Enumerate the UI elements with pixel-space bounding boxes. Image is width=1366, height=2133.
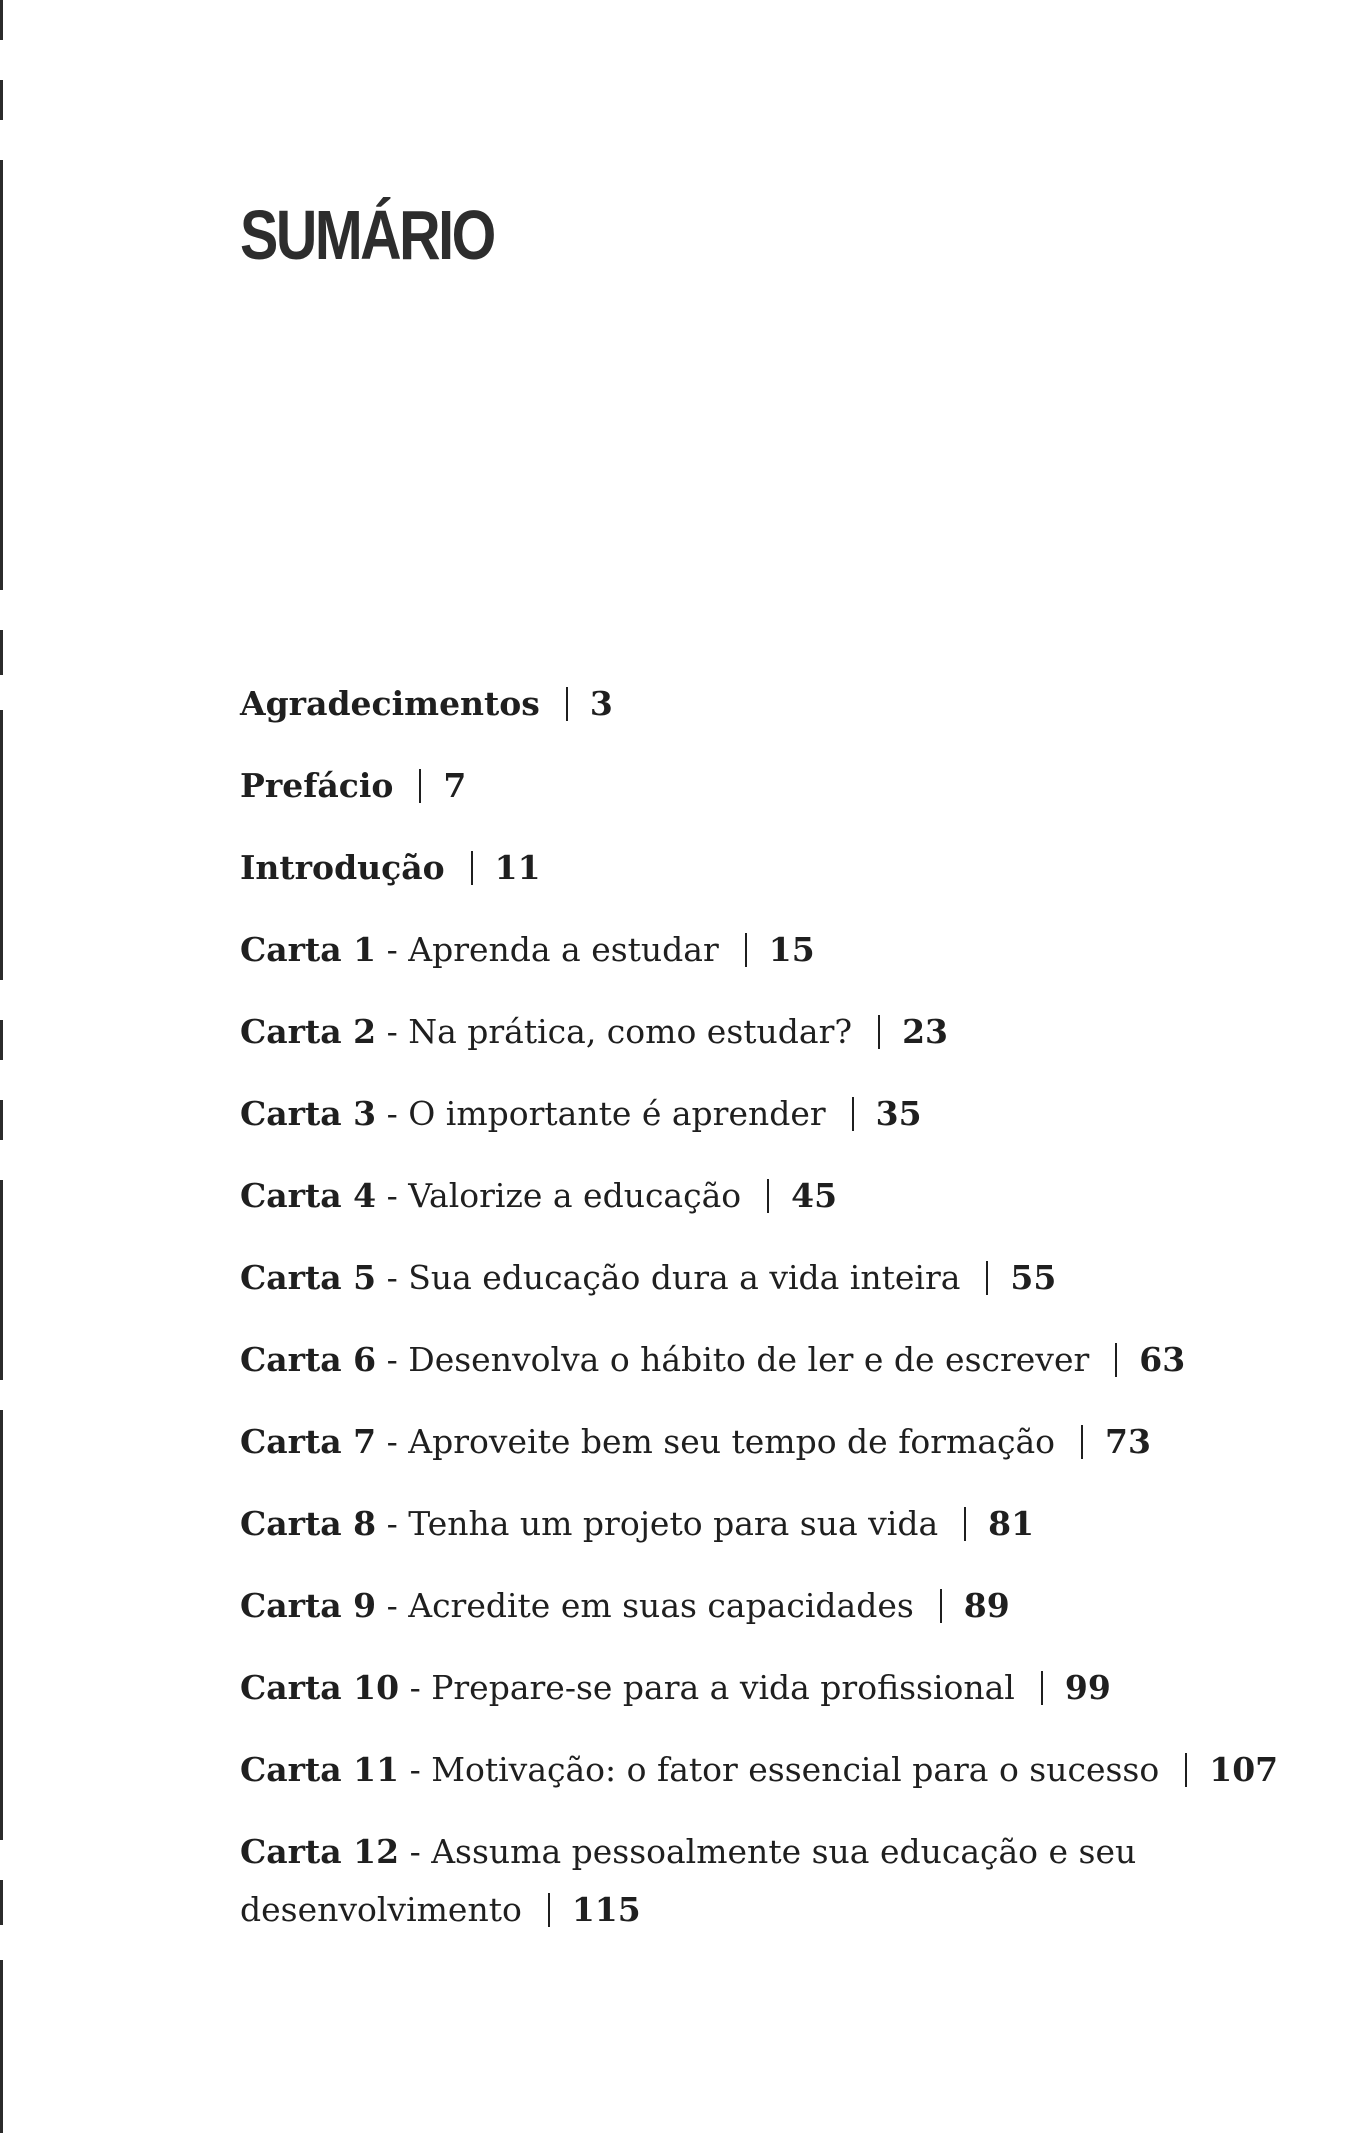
separator-bar (1185, 1753, 1187, 1787)
toc-entry-label: Carta 2 (240, 1012, 377, 1051)
toc-entry-description: - Aprenda a estudar (376, 930, 719, 969)
separator-bar (1115, 1343, 1117, 1377)
toc-entry-label: Carta 12 (240, 1832, 400, 1871)
edge-mark (0, 1180, 3, 1380)
separator-bar (852, 1097, 854, 1131)
toc-entry-page: 115 (571, 1890, 641, 1929)
toc-entry-label: Carta 9 (240, 1586, 377, 1625)
toc-entry-description: - Sua educação dura a vida inteira (376, 1258, 961, 1297)
toc-entry-label: Prefácio (240, 766, 394, 805)
separator-bar (566, 687, 568, 721)
separator-bar (1081, 1425, 1083, 1459)
page-edge (0, 0, 3, 2133)
edge-mark (0, 160, 3, 590)
toc-entry-page: 3 (589, 684, 613, 723)
edge-mark (0, 630, 3, 675)
toc-entry-description: - Prepare-se para a vida profissional (399, 1668, 1015, 1707)
toc-entry-description: - Acredite em suas capacidades (376, 1586, 914, 1625)
toc-entry-description: - Na prática, como estudar? (376, 1012, 853, 1051)
edge-mark (0, 0, 3, 40)
separator-bar (419, 769, 421, 803)
toc-entry-label: Carta 8 (240, 1504, 377, 1543)
toc-entry-page: 55 (1010, 1258, 1057, 1297)
toc-entry[interactable] (240, 757, 1250, 839)
toc-entry-description: - Assuma pessoalmente sua educação e seu desenvolvimento (240, 1832, 1137, 1929)
toc-entry-page: 23 (902, 1012, 948, 1051)
toc-entry-description: - Aproveite bem seu tempo de formação (376, 1422, 1056, 1461)
separator-bar (878, 1015, 880, 1049)
toc-entry-page: 11 (494, 848, 541, 887)
toc-entry[interactable] (240, 1823, 1140, 1939)
toc-entry-description: - O importante é aprender (376, 1094, 826, 1133)
toc-entry-label: Carta 4 (240, 1176, 377, 1215)
toc-entry-page: 63 (1139, 1340, 1186, 1379)
toc-entry-page: 73 (1105, 1422, 1151, 1461)
edge-mark (0, 1880, 3, 1925)
toc-entry-label: Introdução (240, 848, 445, 887)
toc-entry[interactable] (240, 1741, 1279, 1823)
toc-entry-label: Carta 10 (240, 1668, 400, 1707)
toc-entry[interactable] (240, 1085, 1250, 1167)
toc-entry-page: 81 (988, 1504, 1035, 1543)
toc-entry-label: Carta 11 (240, 1750, 400, 1789)
toc-entry-page: 99 (1064, 1668, 1111, 1707)
toc-entry[interactable] (240, 1659, 1250, 1741)
edge-mark (0, 1100, 3, 1140)
toc-entry-page: 35 (875, 1094, 922, 1133)
toc-entry-page: 15 (768, 930, 815, 969)
toc-entry-page: 7 (443, 766, 467, 805)
toc-entry-label: Carta 5 (240, 1258, 377, 1297)
separator-bar (964, 1507, 966, 1541)
separator-bar (548, 1893, 550, 1927)
edge-mark (0, 1020, 3, 1060)
edge-mark (0, 80, 3, 120)
toc-entry-description: - Desenvolva o hábito de ler e de escrever (376, 1340, 1090, 1379)
toc-entry[interactable] (240, 1331, 1250, 1413)
toc-entry-label: Carta 7 (240, 1422, 377, 1461)
edge-mark (0, 710, 3, 980)
separator-bar (471, 851, 473, 885)
toc-entry[interactable] (240, 921, 1250, 1003)
edge-mark (0, 1960, 3, 2133)
separator-bar (767, 1179, 769, 1213)
toc-entry-description: - Motivação: o fator essencial para o sucesso (399, 1750, 1160, 1789)
toc-entry-page: 107 (1209, 1750, 1279, 1789)
toc-entry-label: Carta 6 (240, 1340, 377, 1379)
toc-entry[interactable] (240, 675, 1250, 757)
separator-bar (745, 933, 747, 967)
toc-entry[interactable] (240, 839, 1250, 921)
toc-entry[interactable] (240, 1577, 1250, 1659)
toc-entry-page: 89 (963, 1586, 1010, 1625)
edge-mark (0, 1410, 3, 1840)
toc-entry-description: - Tenha um projeto para sua vida (376, 1504, 939, 1543)
separator-bar (986, 1261, 988, 1295)
toc-entry-page: 45 (791, 1176, 838, 1215)
table-of-contents (240, 675, 1279, 1939)
toc-entry-label: Carta 3 (240, 1094, 377, 1133)
toc-entry[interactable] (240, 1495, 1250, 1577)
page-title: SUMÁRIO (240, 196, 494, 274)
toc-entry-description: - Valorize a educação (376, 1176, 742, 1215)
toc-entry[interactable] (240, 1003, 1250, 1085)
toc-entry-label: Carta 1 (240, 930, 377, 969)
separator-bar (940, 1589, 942, 1623)
toc-entry[interactable] (240, 1413, 1250, 1495)
toc-entry[interactable] (240, 1249, 1250, 1331)
toc-entry-label: Agradecimentos (240, 684, 540, 723)
toc-entry[interactable] (240, 1167, 1250, 1249)
separator-bar (1041, 1671, 1043, 1705)
